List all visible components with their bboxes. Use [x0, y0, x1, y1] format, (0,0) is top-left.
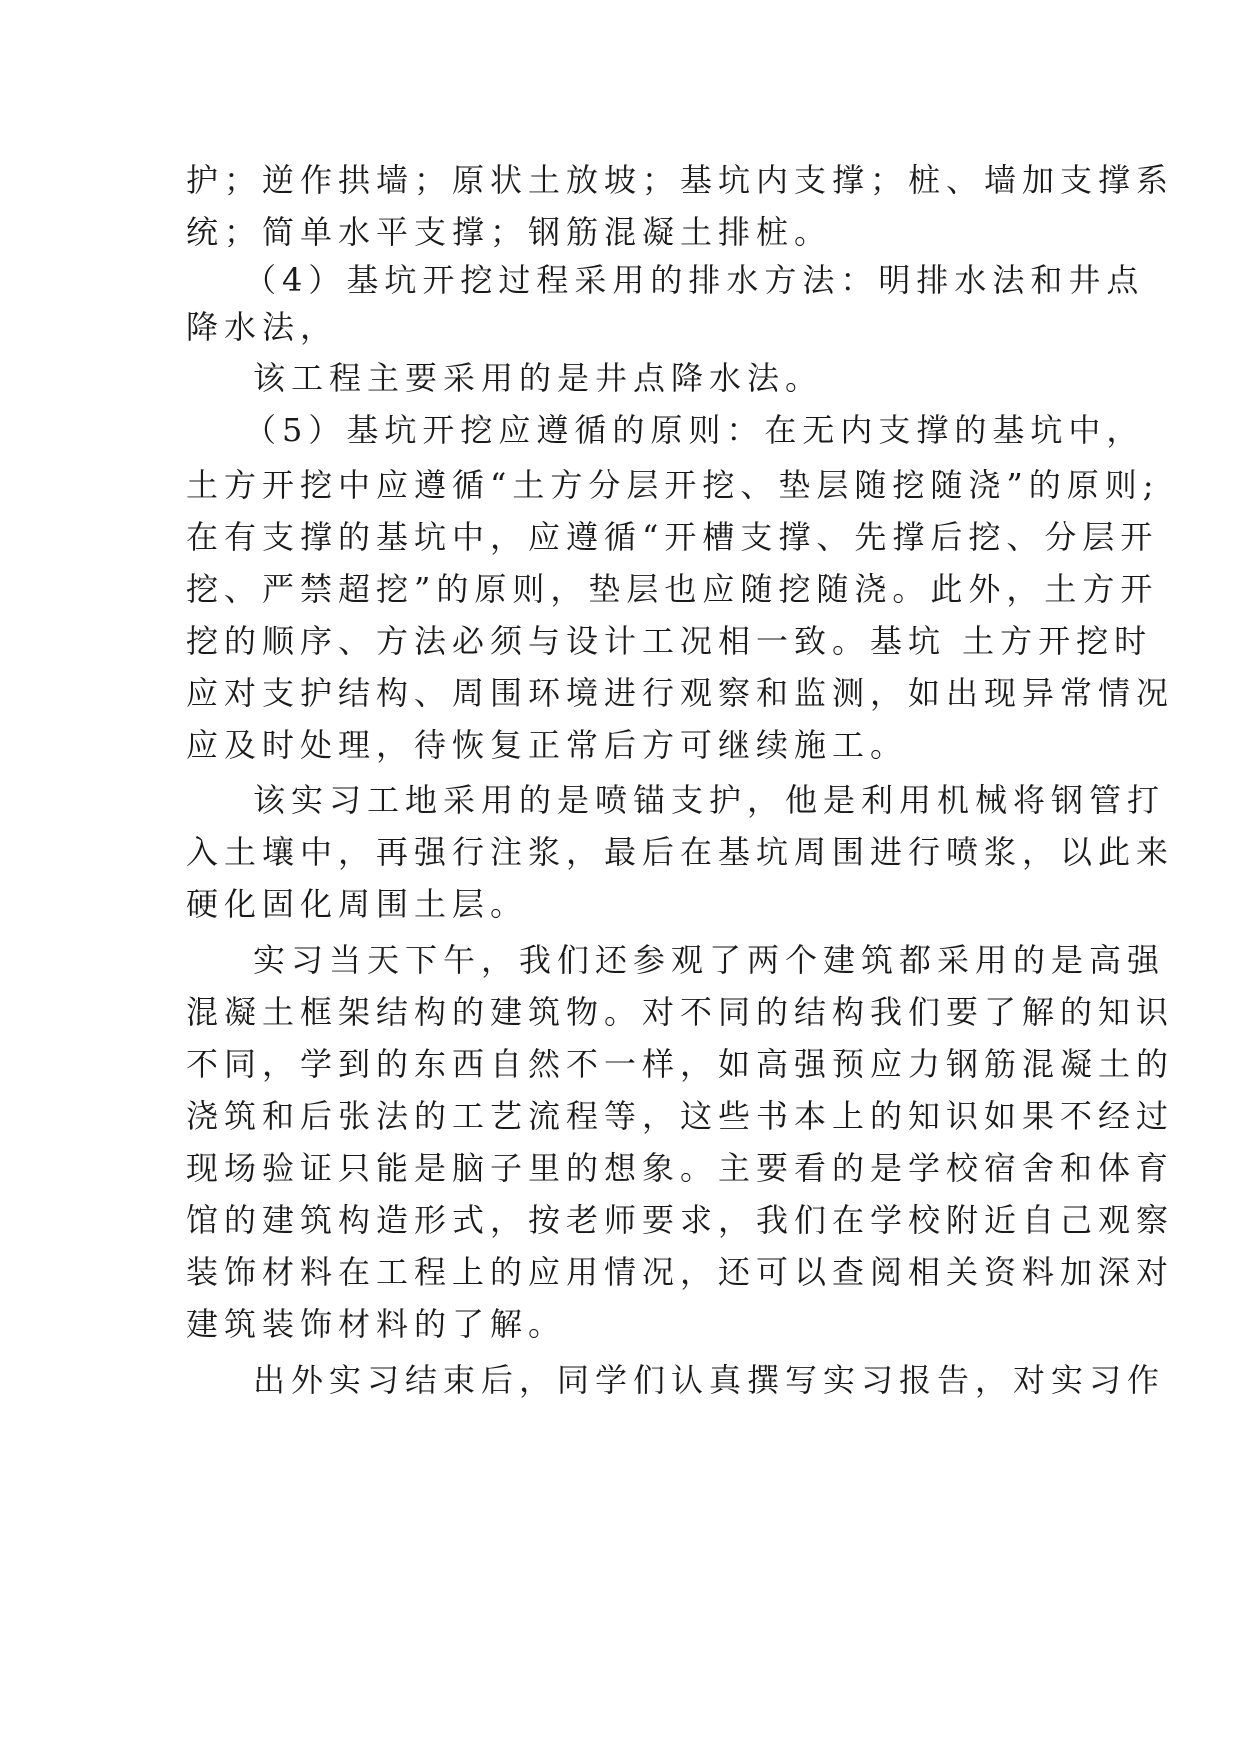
text-line: 混凝土框架结构的建筑物。对不同的结构我们要了解的知识 [186, 993, 1175, 1031]
text-line: 挖的顺序、方法必须与设计工况相一致。基坑 土方开挖时 [186, 622, 1153, 660]
text-line: 不同，学到的东西自然不一样，如高强预应力钢筋混凝土的 [186, 1045, 1175, 1083]
text-line: 统；简单水平支撑；钢筋混凝土排桩。 [186, 213, 833, 251]
text-line: 馆的建筑构造形式，按老师要求，我们在学校附近自己观察 [186, 1201, 1175, 1239]
text-line: 应对支护结构、周围环境进行观察和监测，如出现异常情况 [186, 674, 1175, 712]
text-line: 土方开挖中应遵循“土方分层开挖、垫层随挖随浇”的原则; [186, 466, 1160, 504]
text-line: （5）基坑开挖应遵循的原则：在无内支撑的基坑中， [244, 411, 1145, 449]
text-line: 硬化固化周围土层。 [186, 885, 529, 923]
text-line: 装饰材料在工程上的应用情况，还可以查阅相关资料加深对 [186, 1253, 1175, 1291]
text-line: 浇筑和后张法的工艺流程等，这些书本上的知识如果不经过 [186, 1097, 1175, 1135]
text-line: 应及时处理，待恢复正常后方可继续施工。 [186, 726, 909, 764]
text-line: 该工程主要采用的是井点降水法。 [253, 359, 824, 397]
text-line: 挖、严禁超挖”的原则，垫层也应随挖随浇。此外，土方开 [186, 570, 1159, 608]
text-line: 在有支撑的基坑中，应遵循“开槽支撑、先撑后挖、分层开 [186, 518, 1159, 556]
text-line: 建筑装饰材料的了解。 [186, 1305, 567, 1343]
text-line: 入土壤中，再强行注浆，最后在基坑周围进行喷浆，以此来 [186, 833, 1175, 871]
text-line: 降水法， [186, 308, 339, 346]
text-line: 出外实习结束后，同学们认真撰写实习报告，对实习作 [253, 1361, 1166, 1399]
text-line: 该实习工地采用的是喷锚支护，他是利用机械将钢管打 [253, 781, 1166, 819]
text-line: 实习当天下午，我们还参观了两个建筑都采用的是高强 [253, 941, 1166, 979]
text-line: （4）基坑开挖过程采用的排水方法：明排水法和井点 [244, 261, 1145, 299]
text-line: 现场验证只能是脑子里的想象。主要看的是学校宿舍和体育 [186, 1149, 1175, 1187]
text-line: 护；逆作拱墙；原状土放坡；基坑内支撑；桩、墙加支撑系 [186, 161, 1175, 199]
